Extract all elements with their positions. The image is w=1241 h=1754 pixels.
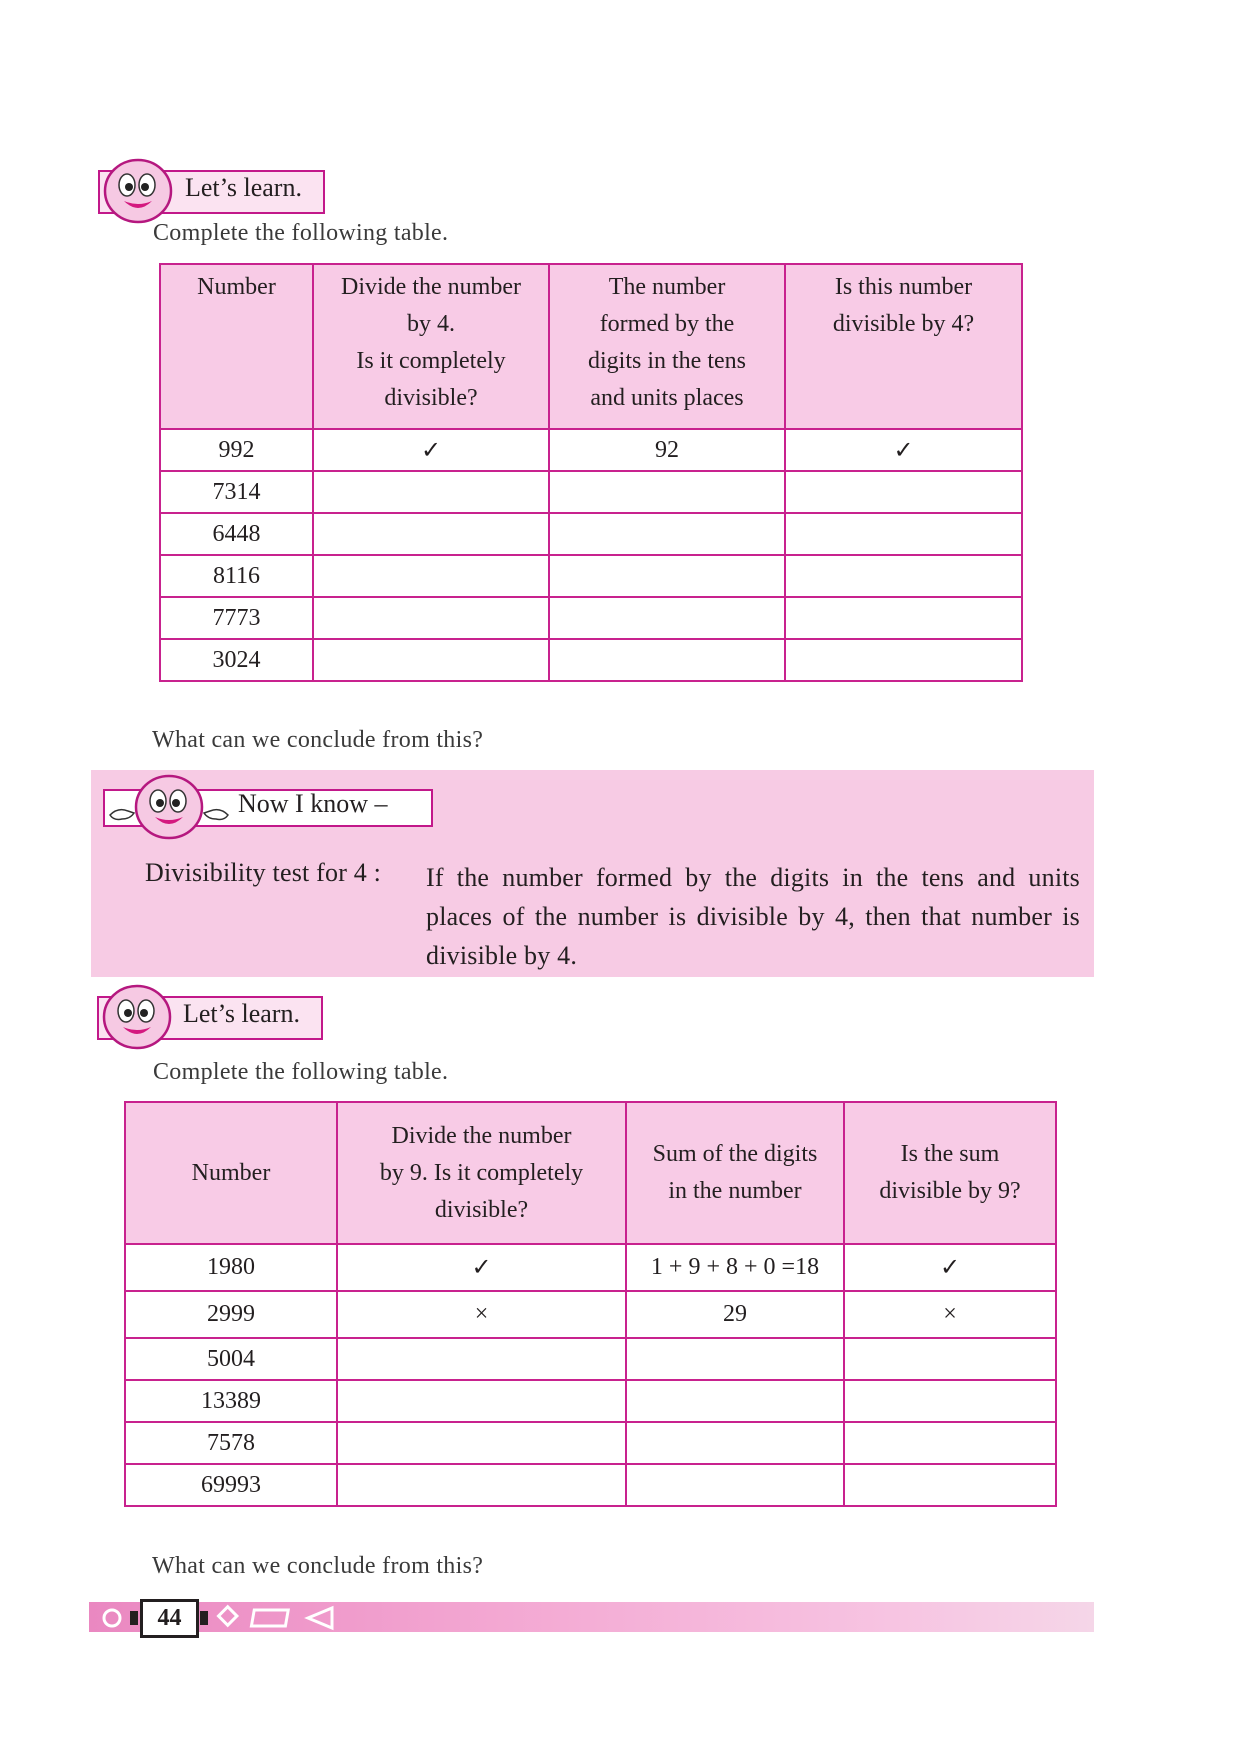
column-header-sum-of-digits: [626, 1102, 844, 1244]
table-row: [125, 1244, 1056, 1291]
table-row: [125, 1291, 1056, 1338]
digit-sum-cell[interactable]: [626, 1380, 844, 1422]
divisible-by-9-cell[interactable]: [337, 1338, 626, 1380]
rule-label: Divisibility test for 4 :: [145, 858, 382, 887]
header-line: Is it completely: [356, 348, 506, 374]
divisible-by-9-cell[interactable]: ✓: [337, 1244, 626, 1291]
divisible-by-4-cell[interactable]: [313, 597, 549, 639]
header-line: Is this number: [834, 274, 973, 300]
header-line: in the number: [668, 1178, 802, 1204]
table-row: [160, 597, 1022, 639]
divisible-by-4-cell[interactable]: ✓: [313, 429, 549, 471]
number-cell: 7578: [125, 1422, 337, 1464]
divisible-by-4-cell[interactable]: [313, 471, 549, 513]
table-row: [160, 639, 1022, 681]
tens-units-cell[interactable]: [549, 639, 785, 681]
column-header-tens-units-number: [549, 264, 785, 429]
number-cell: 7314: [160, 471, 313, 513]
column-header-divide-by-9: [337, 1102, 626, 1244]
now-i-know-label: Now I know –: [238, 789, 388, 818]
header-line: by 9. Is it completely: [379, 1159, 584, 1186]
is-divisible-cell[interactable]: [785, 555, 1022, 597]
smiley-face-with-hands-icon: [104, 773, 234, 841]
header-line: divisible?: [434, 1196, 529, 1223]
divisible-by-9-cell[interactable]: [337, 1380, 626, 1422]
smiley-face-icon: [100, 157, 176, 225]
digit-sum-cell[interactable]: [626, 1422, 844, 1464]
digit-sum-cell[interactable]: [626, 1338, 844, 1380]
is-divisible-cell[interactable]: [785, 513, 1022, 555]
smiley-face-icon: [99, 983, 175, 1051]
lets-learn-label: Let’s learn.: [185, 173, 302, 202]
sum-divisible-cell[interactable]: [844, 1422, 1056, 1464]
header-line: Divide the number: [341, 274, 521, 300]
header-line: by 4.: [407, 311, 455, 337]
sum-divisible-cell[interactable]: [844, 1338, 1056, 1380]
table-row: [125, 1464, 1056, 1506]
digit-sum-cell[interactable]: 1 + 9 + 8 + 0 =18: [626, 1244, 844, 1291]
table-row: [160, 429, 1022, 471]
conclusion-question-2: What can we conclude from this?: [152, 1553, 484, 1579]
column-header-number: [125, 1102, 337, 1244]
header-line: Is the sum: [900, 1141, 1000, 1167]
sum-divisible-cell[interactable]: [844, 1380, 1056, 1422]
divisible-by-4-cell[interactable]: [313, 639, 549, 681]
table-row: [160, 471, 1022, 513]
number-cell: 992: [160, 429, 313, 471]
header-line: Number: [197, 274, 276, 300]
footer-shapes-icon: [96, 1600, 336, 1636]
header-line: Sum of the digits: [652, 1141, 818, 1167]
table-row: [125, 1338, 1056, 1380]
table-row: [160, 513, 1022, 555]
is-divisible-cell[interactable]: [785, 471, 1022, 513]
header-line: divisible by 9?: [879, 1178, 1021, 1204]
header-line: divisible by 4?: [832, 311, 975, 337]
header-line: and units places: [590, 385, 744, 411]
number-cell: 69993: [125, 1464, 337, 1506]
digit-sum-cell[interactable]: 29: [626, 1291, 844, 1338]
tens-units-cell[interactable]: [549, 597, 785, 639]
conclusion-question: What can we conclude from this?: [152, 727, 484, 753]
is-divisible-cell[interactable]: ✓: [785, 429, 1022, 471]
header-line: Divide the number: [391, 1122, 572, 1149]
header-line: Number: [191, 1159, 271, 1186]
divisible-by-9-cell[interactable]: [337, 1422, 626, 1464]
page-number: 44: [140, 1599, 199, 1638]
header-line: divisible?: [384, 385, 478, 411]
divisible-by-9-cell[interactable]: ×: [337, 1291, 626, 1338]
number-cell: 5004: [125, 1338, 337, 1380]
header-line: formed by the: [599, 311, 735, 337]
table-row: [125, 1380, 1056, 1422]
column-header-number: [160, 264, 313, 429]
sum-divisible-cell[interactable]: ×: [844, 1291, 1056, 1338]
digit-sum-cell[interactable]: [626, 1464, 844, 1506]
divisibility-by-4-table: [159, 263, 1023, 682]
sum-divisible-cell[interactable]: [844, 1464, 1056, 1506]
header-line: digits in the tens: [588, 348, 746, 374]
lets-learn-label-2: Let’s learn.: [183, 999, 300, 1028]
table-row: [160, 555, 1022, 597]
rule-text: If the number formed by the digits in the tens and units places of the number is divisible by 4, then that number is divisible by 4.: [426, 863, 1080, 970]
instruction-text-2: Complete the following table.: [153, 1059, 449, 1085]
number-cell: 8116: [160, 555, 313, 597]
table-row: [125, 1422, 1056, 1464]
divisible-by-9-cell[interactable]: [337, 1464, 626, 1506]
tens-units-cell[interactable]: 92: [549, 429, 785, 471]
tens-units-cell[interactable]: [549, 471, 785, 513]
number-cell: 13389: [125, 1380, 337, 1422]
is-divisible-cell[interactable]: [785, 597, 1022, 639]
is-divisible-cell[interactable]: [785, 639, 1022, 681]
number-cell: 1980: [125, 1244, 337, 1291]
tens-units-cell[interactable]: [549, 513, 785, 555]
divisibility-by-9-table: [124, 1101, 1057, 1507]
column-header-divide-by-4: [313, 264, 549, 429]
header-line: The number: [608, 274, 726, 300]
number-cell: 3024: [160, 639, 313, 681]
number-cell: 7773: [160, 597, 313, 639]
sum-divisible-cell[interactable]: ✓: [844, 1244, 1056, 1291]
column-header-sum-divisible-by-9: [844, 1102, 1056, 1244]
column-header-divisible-by-4: [785, 264, 1022, 429]
number-cell: 2999: [125, 1291, 337, 1338]
number-cell: 6448: [160, 513, 313, 555]
divisible-by-4-cell[interactable]: [313, 555, 549, 597]
instruction-text: Complete the following table.: [153, 220, 449, 246]
divisible-by-4-cell[interactable]: [313, 513, 549, 555]
tens-units-cell[interactable]: [549, 555, 785, 597]
